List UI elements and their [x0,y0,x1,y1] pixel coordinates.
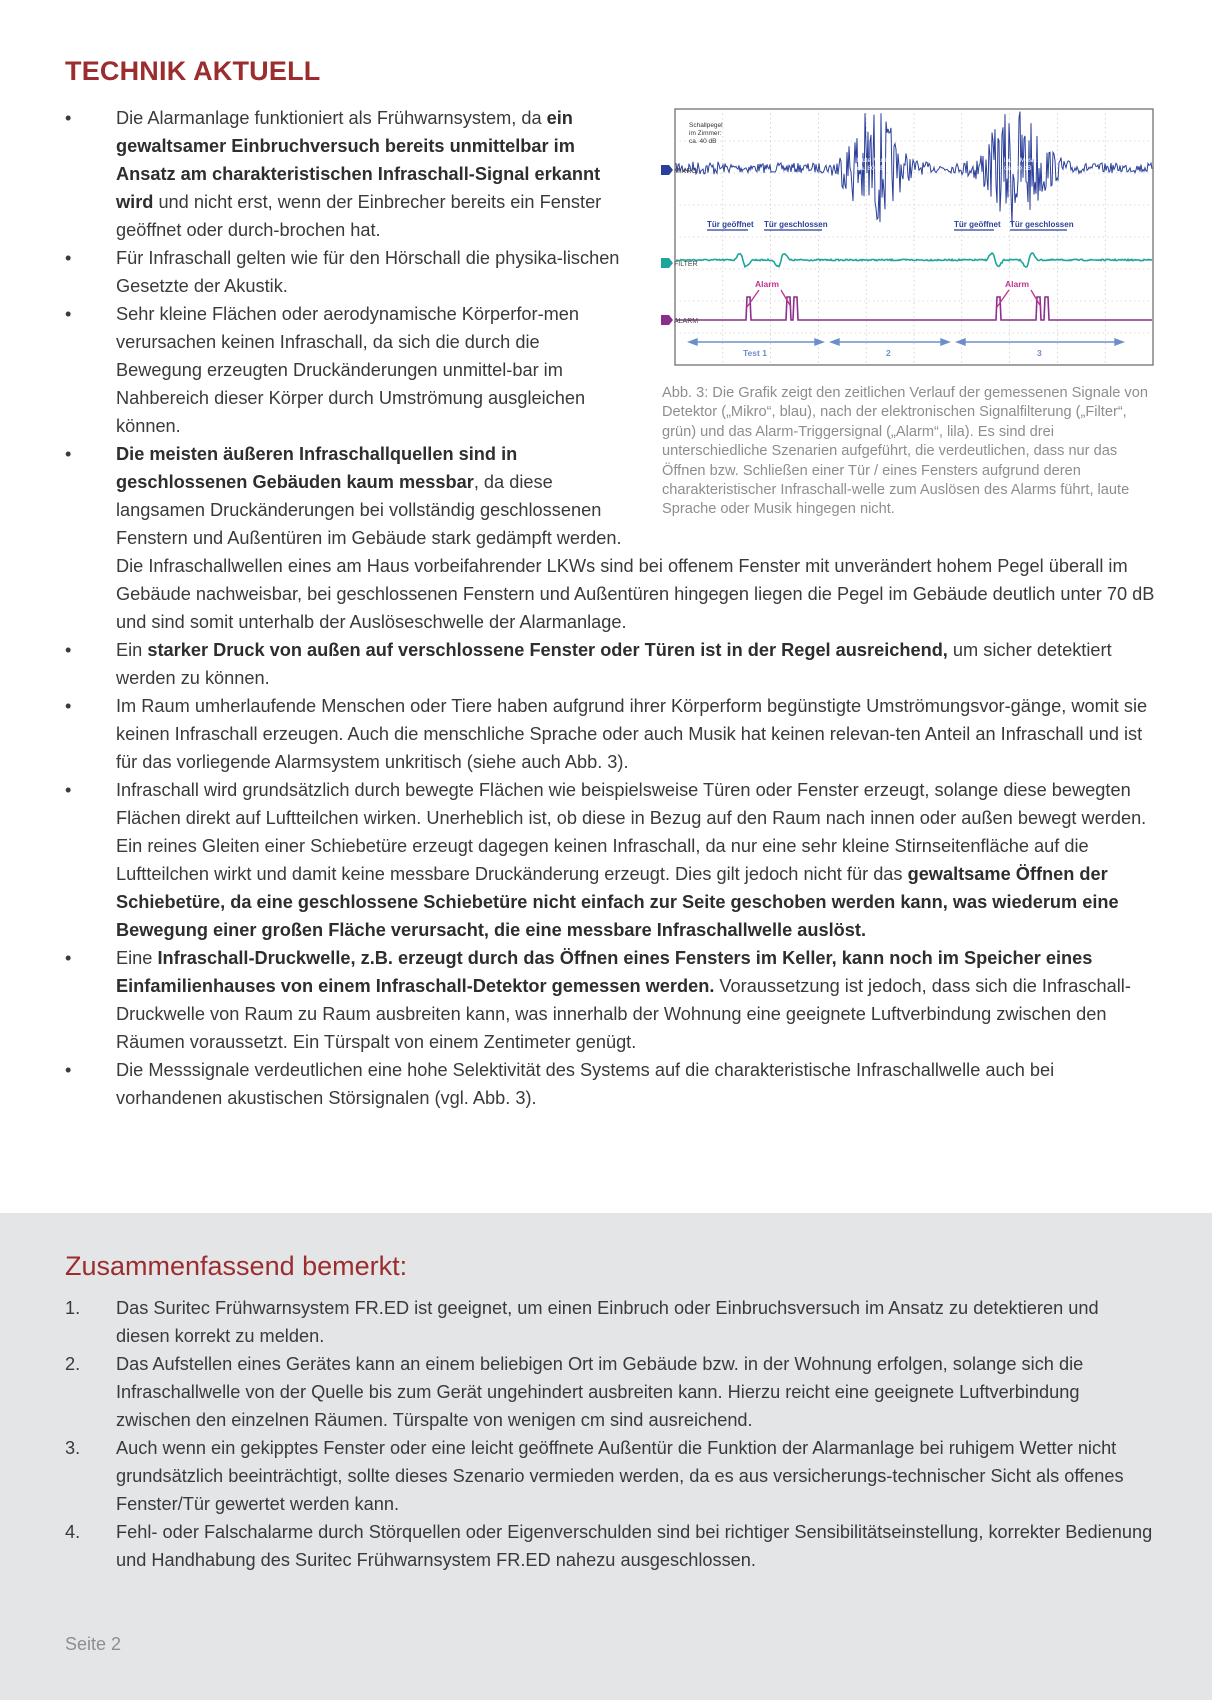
bullet-text: um sicher detektiert werden zu können. [116,640,1112,688]
summary-item [65,1350,1155,1434]
annotation-musik-1a: laute Musik [857,157,890,164]
bullet-text: Infraschall wird grundsätzlich durch bewegte Flächen wie beispielsweise Türen oder Fenster erzeugt, solange diese bewegten Flächen direkt auf Luftteilchen wirken. Unerheblich ist, ob diese in Bezug auf den Raum nach innen oder außen bewegt werden. Ein reines Gleiten einer Schiebetüre erzeugt dagegen keinen Infraschall, da nur eine sehr kleine Stirnseitenfläche auf die Luftteilchen wirkt und damit keine messbare Druckänderung erzeugt. Dies gilt jedoch nicht für das [116,780,1147,884]
summary-item-text: Das Aufstellen eines Gerätes kann an einem beliebigen Ort im Gebäude bzw. in der Wohnung erfolgen, solange sich die Infraschallwelle von der Quelle bis zum Gerät ungehindert ausbreiten kann. Hierzu reicht eine geeignete Luftverbindung zwischen den einzelnen Räumen. Türspalte von wenigen cm sind ausreichend. [116,1354,1084,1430]
bullet-dot-icon: • [65,780,72,800]
bullet-dot-icon: • [65,696,72,716]
annotation-tuer-geschlossen-2: Tür geschlossen [1010,220,1074,229]
bullet-dot-icon: • [65,1060,72,1080]
page-title: TECHNIK AKTUELL [65,56,321,86]
bullet-dot-icon: • [65,108,72,128]
page-number: Seite 2 [65,1634,122,1654]
channel-label-mikro: MIKRO [674,168,697,175]
bullet-bold-text: gewaltsame Öffnen der Schiebetüre, da eine geschlossene Schiebetüre nicht einfach zur Seite geschoben werden kann, was wiederum eine Bewegung einer großen Fläche verursacht, die eine messbare Infraschallwelle auslöst. [116,864,1119,940]
bullet-text: Die Messsignale verdeutlichen eine hohe Selektivität des Systems auf die charakteristische Infraschallwelle auch bei vorhandenen akustischen Störsignalen (vgl. Abb. 3). [116,1060,1055,1108]
summary-item [65,1518,1155,1574]
bullet-item [65,692,1155,776]
annotation-tuer-geschlossen-1: Tür geschlossen [764,220,828,229]
bullet-dot-icon: • [65,444,72,464]
bullet-item [65,944,1155,1056]
channel-label-alarm: ALARM [674,318,699,325]
bullet-text: Eine [116,948,158,968]
label-test-1: Test 1 [743,348,767,358]
label-test-2: 2 [886,348,891,358]
bullet-text: und nicht erst, wenn der Einbrecher bereits ein Fenster geöffnet oder durch-brochen hat. [116,192,602,240]
summary-item-text: Fehl- oder Falschalarme durch Störquellen oder Eigenverschulden sind bei richtiger Sensibilitätseinstellung, korrekter Bedienung und Handhabung des Suritec Frühwarnsystem FR.ED nahezu ausgeschlossen. [116,1522,1153,1570]
annotation-schallpegel-3: ca. 40 dB [689,138,717,145]
bullet-dot-icon: • [65,248,72,268]
bullet-item [65,104,1155,244]
bullet-item [65,300,1155,440]
bullet-text: Im Raum umherlaufende Menschen oder Tiere haben aufgrund ihrer Körperform begünstigte Umströmungsvor-gänge, womit sie keinen Infraschall erzeugen. Auch die menschliche Sprache oder auch Musik hat keinen relevan-ten Anteil an Infraschall und ist für das vorliegende Alarmsystem unkritisch (siehe auch Abb. 3). [116,696,1148,772]
summary-heading: Zusammenfassend bemerkt: [65,1251,408,1281]
summary-item-number: 2. [65,1354,81,1374]
label-test-3: 3 [1037,348,1042,358]
annotation-musik-2a: laute Musik [1004,157,1037,164]
bullet-dot-icon: • [65,304,72,324]
annotation-schallpegel-1: Schallpegel [689,122,723,129]
figure-caption: Abb. 3: Die Grafik zeigt den zeitlichen Verlauf der gemessenen Signale von Detektor („Mikro“, blau), nach der elektronischen Signalfilterung („Filter“, grün) und das Alarm-Triggersignal („Alarm“, lila). Es sind drei unterschiedliche Szenarien aufgeführt, die verdeutlichen, dass nur das Öffnen bzw. Schließen einer Tür / eines Fensters aufgrund deren charakteristischer Infraschall-welle zum Auslösen des Alarms führt, laute Sprache oder Musik hingegen nicht. [662,385,1148,518]
annotation-schallpegel-2: im Zimmer: [689,130,722,137]
annotation-musik-2b: ca. 80 dB [1004,165,1032,172]
annotation-tuer-geoeffnet-2: Tür geöffnet [954,220,1001,229]
bullet-dot-icon: • [65,640,72,660]
bullet-item [65,244,1155,300]
bullet-bold-text: Die meisten äußeren Infraschallquellen sind in geschlossenen Gebäuden kaum messbar [116,444,518,492]
bullet-item [65,1056,1155,1112]
bullet-bold-text: Infraschall-Druckwelle, z.B. erzeugt durch das Öffnen eines Fensters im Keller, kann noch im Speicher eines Einfamilienhauses von einem Infraschall-Detektor gemessen werden. [116,948,1093,996]
bullet-item [65,440,1155,636]
bullet-text: Die Alarmanlage funktioniert als Frühwarnsystem, da [116,108,547,128]
bullet-item [65,636,1155,692]
summary-item-number: 3. [65,1438,81,1458]
summary-item [65,1434,1155,1518]
bullet-bold-text: starker Druck von außen auf verschlossene Fenster oder Türen ist in der Regel ausreichend, [147,640,948,660]
bullet-bold-text: ein gewaltsamer Einbruchversuch bereits unmittelbar im Ansatz am charakteristischen Infraschall-Signal erkannt wird [116,108,601,212]
bullet-text: Voraussetzung ist jedoch, dass sich die Infraschall-Druckwelle von Raum zu Raum ausbreiten kann, was innerhalb der Wohnung eine geeignete Luftverbindung zwischen den Räumen voraussetzt. Ein Türspalt von einem Zentimeter genügt. [116,976,1131,1052]
channel-label-filter: FILTER [674,261,698,268]
annotation-alarm-2: Alarm [1005,279,1030,289]
summary-list [65,1294,1155,1574]
annotation-alarm-1: Alarm [755,279,780,289]
bullet-text: Ein [116,640,148,660]
bullet-item [65,776,1155,944]
bullet-dot-icon: • [65,948,72,968]
summary-item-text: Das Suritec Frühwarnsystem FR.ED ist geeignet, um einen Einbruch oder Einbruchsversuch im Ansatz zu detektieren und diesen korrekt zu melden. [116,1298,1099,1346]
bullet-text: Sehr kleine Flächen oder aerodynamische Körperfor-men verursachen keinen Infraschall, da sich die durch die Bewegung erzeugten Druckänderungen unmittel-bar im Nahbereich dieser Körper durch Umströmung ausgleichen können. [116,304,586,436]
summary-item-text: Auch wenn ein gekipptes Fenster oder eine leicht geöffnete Außentür die Funktion der Alarmanlage bei ruhigem Wetter nicht grundsätzlich beeinträchtigt, sollte dieses Szenario vermieden werden, da es aus versicherungs-technischer Sicht als offenes Fenster/Tür gewertet werden kann. [116,1438,1124,1514]
annotation-tuer-geoeffnet-1: Tür geöffnet [707,220,754,229]
bullet-text: , da diese langsamen Druckänderungen bei vollständig geschlossenen Fenstern und Außentüren im Gebäude stark gedämpft werden. Die Infraschallwellen eines am Haus vorbeifahrender LKWs sind bei offenem Fenster mit unverändert hohem Pegel überall im Gebäude nachweisbar, bei geschlossenen Fenstern und Außentüren hingegen liegen die Pegel im Gebäude deutlich unter 70 dB und sind somit unterhalb der Auslöseschwelle der Alarmanlage. [116,472,1155,632]
summary-item [65,1294,1155,1350]
bullet-text: Für Infraschall gelten wie für den Hörschall die physika-lischen Gesetzte der Akustik. [116,248,620,296]
annotation-musik-1b: ca. 80 dB [857,165,885,172]
summary-item-number: 1. [65,1298,81,1318]
bullet-list [65,104,1155,1112]
summary-item-number: 4. [65,1522,81,1542]
